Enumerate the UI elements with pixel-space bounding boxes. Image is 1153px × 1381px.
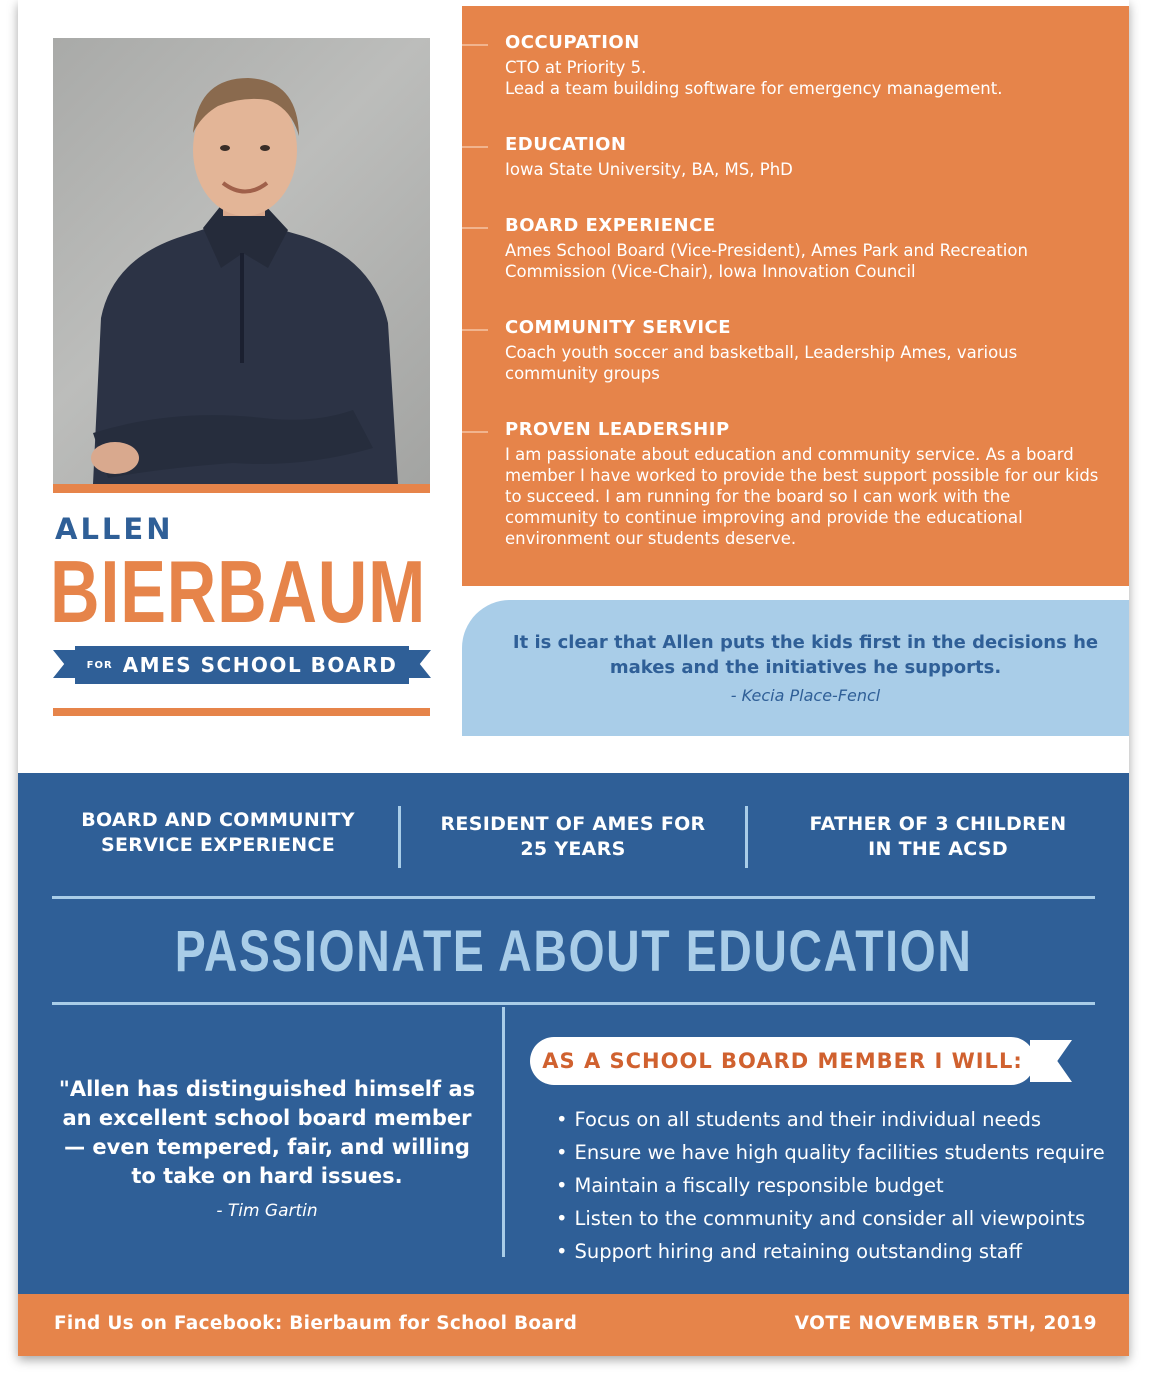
stat-resident: RESIDENT OF AMES FOR 25 YEARS	[440, 813, 706, 860]
candidate-first-name: ALLEN	[55, 512, 174, 546]
quote-text: "Allen has distinguished himself as an excellent school board member — even tempered, fair, and willing to take on hard issues.	[58, 1077, 476, 1188]
section-divider-bottom	[52, 1002, 1095, 1005]
info-tick	[462, 329, 488, 331]
banner-ribbon	[75, 646, 409, 684]
headline-text: PASSIONATE ABOUT EDUCATION	[174, 919, 973, 984]
info-body: I am passionate about education and community service. As a board member I have worked to provide the best support possible for our kids to succeed. I am running for the board so I can work with the community to continue improving and provide the educational environment our students deserve.	[505, 445, 1099, 548]
pledge-heading: AS A SCHOOL BOARD MEMBER I WILL:	[542, 1049, 1023, 1073]
banner-for-label: FOR	[86, 659, 113, 671]
info-heading: EDUCATION	[505, 134, 627, 155]
info-proven-leadership	[505, 419, 1099, 549]
info-tick	[462, 44, 488, 46]
quote-text: It is clear that Allen puts the kids first in the decisions he makes and the initiatives he supports.	[512, 632, 1099, 678]
info-body: Ames School Board (Vice-President), Ames Park and Recreation Commission (Vice-Chair), Iowa Innovation Council	[505, 241, 1028, 281]
stat-experience: BOARD AND COMMUNITY SERVICE EXPERIENCE	[81, 809, 355, 856]
pledge-item: • Support hiring and retaining outstanding staff	[556, 1235, 1105, 1268]
pledge-banner	[530, 1037, 1075, 1085]
info-body: CTO at Priority 5. Lead a team building software for emergency management.	[505, 58, 1003, 98]
info-panel	[462, 6, 1129, 586]
info-tick	[462, 146, 488, 148]
photo-accent-bar	[53, 484, 430, 493]
endorsement-quote-top	[462, 600, 1129, 736]
info-heading: PROVEN LEADERSHIP	[505, 419, 730, 440]
info-community-service	[505, 317, 1099, 384]
pledge-item: • Maintain a fiscally responsible budget	[556, 1169, 1105, 1202]
info-tick	[462, 227, 488, 229]
banner-office-label: AMES SCHOOL BOARD	[122, 653, 398, 677]
pledge-item: • Focus on all students and their individual needs	[556, 1103, 1105, 1136]
candidate-last-name: BIERBAUM	[50, 542, 427, 641]
candidate-photo	[53, 38, 430, 484]
vote-date: VOTE NOVEMBER 5TH, 2019	[794, 1313, 1097, 1334]
pledge-list	[556, 1103, 1105, 1268]
info-heading: BOARD EXPERIENCE	[505, 215, 716, 236]
stat-divider	[745, 806, 748, 868]
info-heading: OCCUPATION	[505, 32, 640, 53]
flyer-page	[18, 0, 1129, 1356]
pledge-item: • Ensure we have high quality facilities students require	[556, 1136, 1105, 1169]
pledge-heading-pill	[530, 1037, 1035, 1085]
footer	[18, 1294, 1129, 1356]
endorsement-quote-bottom	[52, 1075, 482, 1221]
info-body: Iowa State University, BA, MS, PhD	[505, 160, 793, 179]
column-divider	[502, 1007, 505, 1257]
office-banner	[53, 646, 431, 684]
pledge-item: • Listen to the community and consider all viewpoints	[556, 1202, 1105, 1235]
banner-flag-tail	[1030, 1040, 1072, 1082]
info-heading: COMMUNITY SERVICE	[505, 317, 732, 338]
info-body: Coach youth soccer and basketball, Leadership Ames, various community groups	[505, 343, 1018, 383]
info-tick	[462, 431, 488, 433]
quote-attribution: - Tim Gartin	[216, 1201, 318, 1221]
stat-divider	[398, 806, 401, 868]
headline	[18, 918, 1129, 985]
info-occupation	[505, 32, 1099, 99]
info-board-experience	[505, 215, 1099, 282]
facebook-link: Find Us on Facebook: Bierbaum for School Board	[54, 1313, 578, 1334]
stat-father: FATHER OF 3 CHILDREN IN THE ACSD	[809, 813, 1067, 860]
section-divider-top	[52, 896, 1095, 899]
info-education	[505, 134, 1099, 180]
quote-attribution: - Kecia Place-Fencl	[730, 686, 881, 705]
name-accent-bar	[53, 708, 430, 716]
